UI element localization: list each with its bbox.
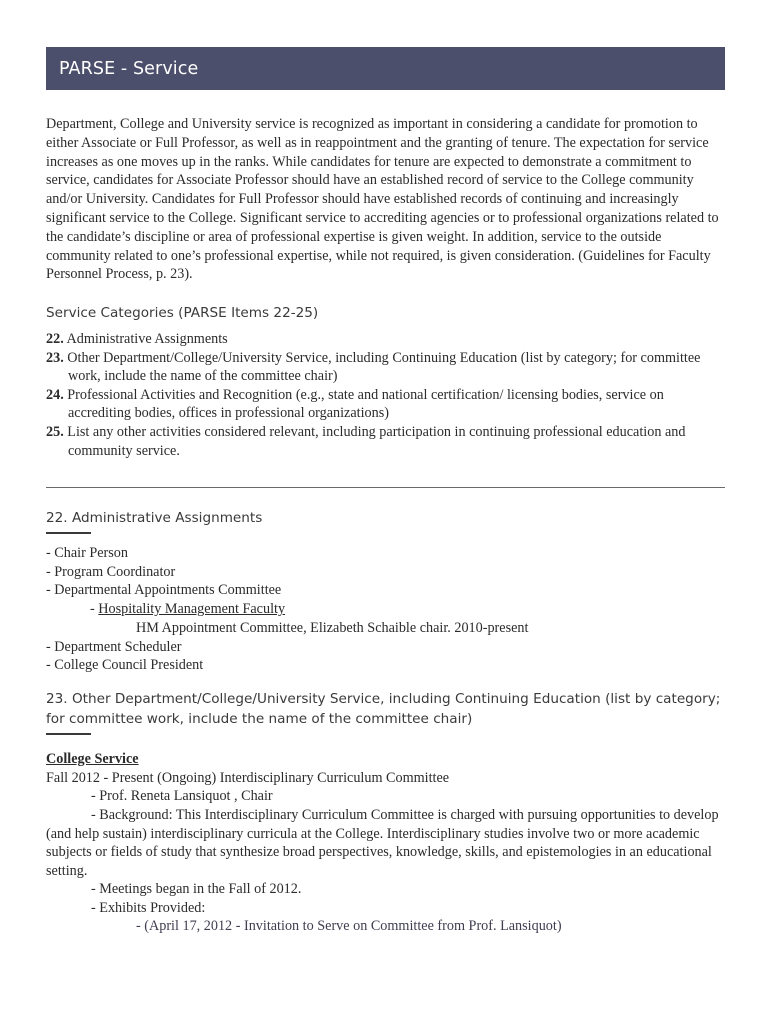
committee-background: - Background: This Interdisciplinary Curriculum Committee is charged with pursuing opportunities to develop (and help sustain) interdisciplinary curricula at the College. Interdisciplinary studies involve two or more academic subjects or fields of study that synthesize broad perspectives, knowledge, skills, and epistemologies in an educational setting.	[46, 807, 719, 880]
meetings-note: - Meetings began in the Fall of 2012.	[91, 881, 302, 897]
list-item: HM Appointment Committee, Elizabeth Schaible chair. 2010-present	[136, 619, 529, 636]
category-item-25	[46, 423, 730, 460]
committee-details	[46, 880, 562, 936]
heading-underline-bar	[46, 532, 91, 534]
section-23-heading: 23. Other Department/College/University Service, including Continuing Education (list by category; for committee work, include the name of the committee chair)	[46, 691, 721, 727]
section-banner	[46, 47, 725, 90]
category-number: 22.	[46, 331, 64, 347]
section-22-heading: 22. Administrative Assignments	[46, 510, 263, 526]
category-number: 23.	[46, 349, 64, 366]
college-service-label: College Service	[46, 751, 139, 767]
section-divider	[46, 487, 725, 488]
list-item	[46, 600, 528, 619]
college-service-header	[46, 750, 449, 806]
section-22-list	[46, 544, 528, 675]
committee-chair: - Prof. Reneta Lansiquot , Chair	[91, 788, 273, 805]
list-item: - Departmental Appointments Committee	[46, 582, 282, 599]
category-item-24	[46, 386, 730, 423]
exhibit-item: - (April 17, 2012 - Invitation to Serve on Committee from Prof. Lansiquot)	[136, 918, 562, 935]
list-dash: -	[90, 601, 99, 618]
list-item: - Chair Person	[46, 545, 128, 561]
list-item: - Program Coordinator	[46, 563, 176, 580]
category-item-22	[46, 330, 730, 349]
exhibits-label: - Exhibits Provided:	[91, 899, 206, 916]
banner-title: PARSE - Service	[59, 58, 199, 79]
intro-paragraph: Department, College and University service is recognized as important in considering a candidate for promotion to either Associate or Full Professor, as well as in reappointment and the granting of tenure. The expectation for service increases as one moves up in the ranks. While candidates for tenure are expected to demonstrate a commitment to service, candidates for Associate Professor should have an established record of service to the College community and/or University. Candidates for Full Professor should have established records of continuing and increasingly significant service to the College. Significant service to accrediting agencies or to professional organizations related to the candidate’s discipline or area of professional expertise is given weight. In addition, service to the outside community related to one’s professional expertise, while not required, is given consideration. (Guidelines for Faculty Personnel Process, p. 23).	[46, 116, 719, 283]
category-text: List any other activities considered relevant, including participation in continuing professional education and community service.	[67, 423, 686, 459]
committee-term: Fall 2012 - Present (Ongoing) Interdisciplinary Curriculum Committee	[46, 769, 450, 786]
list-item: - College Council President	[46, 657, 204, 674]
service-categories-heading: Service Categories (PARSE Items 22-25)	[46, 305, 319, 321]
category-text: Other Department/College/University Service, including Continuing Education (list by category; for committee work, include the name of the committee chair)	[67, 349, 701, 385]
category-number: 24.	[46, 386, 64, 403]
category-text: Administrative Assignments	[66, 331, 228, 347]
heading-underline-bar	[46, 733, 91, 735]
service-categories-list	[46, 330, 730, 460]
category-number: 25.	[46, 423, 64, 440]
category-text: Professional Activities and Recognition (e.g., state and national certification/ licensing bodies, service on accrediting bodies, offices in professional organizations)	[67, 386, 664, 422]
category-item-23	[46, 349, 730, 386]
hm-faculty-label: Hospitality Management Faculty	[98, 601, 286, 618]
list-item: - Department Scheduler	[46, 638, 182, 655]
